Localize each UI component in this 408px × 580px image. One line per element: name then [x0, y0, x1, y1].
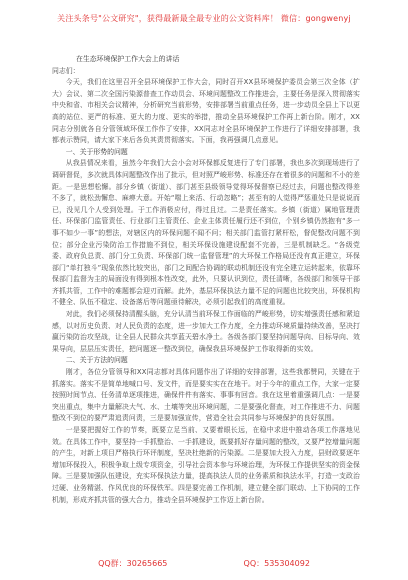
qq-text: QQ：535304092 [243, 558, 310, 568]
qq-group-text: QQ群：30265665 [98, 558, 168, 568]
contact-footer [0, 552, 408, 574]
paragraph: 对此，我们必须保持清醒头脑，充分认清当前环保工作面临的严峻形势，切实增强责任感和紧迫感，以对历史负责、对人民负责的态度，进一步加大工作力度，全力推动环境质量持续改善，坚决打赢污染防治攻坚战，让全县人民群众共享蓝天碧水净土。各级各部门要坚持问题导向、目标导向、效果导向，层层压实责任，把问题逐一整改到位，确保我县环境保护工作取得新的实效。 [52, 310, 360, 353]
section-heading: 二、关于方法的问题 [65, 356, 128, 365]
banner-text: 关注头条号"公文研究"，获得最新最全最专业的公文资料库！ 微信：gongwenyj [57, 13, 351, 23]
document-title: 在生态环境保护工作大会上的讲话 [76, 55, 180, 63]
promo-banner [0, 0, 408, 36]
paragraph-list [52, 77, 360, 506]
paragraph: 刚才，各位分管领导和XX同志都对具体问题作出了详细的安排部署，这些我都赞同，关键在于抓落实。落实不是简单地喊口号、发文件，而是要实实在在地干。对于今年的重点工作，大家一定要按照时间节点、任务清单逐项推进，确保件件有落实、事事有回音。我在这里着重强调几点：一是要突出重点，集中力量解决大气、水、土壤等突出环境问题，二是要强化督查，对工作推进不力、问题整改不到位的要严肃追责问责，三是要加强宣传，营造全社会共同参与环境保护的良好氛围。 [52, 368, 360, 423]
salutation: 同志们： [52, 66, 80, 75]
document-body [52, 54, 360, 506]
paragraph: 一是要把握好工作的节奏，既要立足当前、又要着眼长远，在稳中求进中推动各项工作落地见效。在具体工作中，要坚持一手抓整治、一手抓建设，既要抓好存量问题的整改，又要严控增量问题的产生，对新上项目严格执行环评制度，坚决杜绝新的污染源。二是要加大投入力度，县财政要逐年增加环保投入，积极争取上级专项资金，引导社会资本参与环境治理，为环保工作提供坚实的资金保障。三是要加强队伍建设，充实环保执法力量，提高执法人员的业务素质和执法水平，打造一支政治过硬、业务精湛、作风优良的环保铁军。四是要完善工作机制，建立健全部门联动、上下协同的工作机制，形成齐抓共管的强大合力，推动全县环境保护工作迈上新台阶。 [52, 426, 360, 504]
paragraph: 从我县情况来看，虽然今年我们大会小会对环保都反复进行了专门部署，我也多次到现场进行了调研督促，多次就具体问题整改作出了批示，但对照严峻形势、标准还存在着很多的问题和不小的差距。一是思想松懈。部分乡镇（街道）、部门甚至县级领导觉得环保督察已经过去，问题也整改得差不多了，就松劲懈怠、麻痹大意。开始“喘上来活、行动忽略”；甚至有的人觉得严惩重处只是说说而已，没见几个人受到处理。于工作消极应付，得过且过。二是责任落实。乡镇（街道）属地管理责任、环保部门监管责任、行业部门主管责任、企业主体责任履行还不到位，个别乡镇仍然抱有“多一事不如少一事”的想法，对辖区内的环保问题不闻不问；相关部门监管打紧杆松，督促整改问题不到位；部分企业污染防治工作措施不到位，相关环保设施建设配套不完善，三是机制缺乏。“各级党委、政府负总责、部门分工负责、环保部门统一监督管理”的大环保工作格局还没有真正建立，环保部门“单打独斗”现象依然比较突出，部门之间配合协调的联动机制还没有完全建立运转起来，依靠环保部门监督为主的局面没有得到根本性改变，此外，只要认识到位，责任清晰，各级部门和领导干部齐抓共管，工作中的难题都会迎刃而解。此外，基层环保执法力量不足的问题也比较突出，环保机构不健全、队伍不稳定、设备落后等问题亟待解决，必须引起我们的高度重视。 [52, 159, 360, 307]
section-heading: 一、关于形势的问题 [65, 147, 128, 156]
paragraph: 今天，我们在这里召开全县环境保护工作大会，同时召开XX县环境保护委员会第三次全体（扩大）会议、第二次全国污染源普查工作动员会、环境问题整改工作推进会，主要任务是深入贯彻落实中央和省、市相关会议精神，分析研究当前形势，安排部署当前重点任务，进一步动员全县上下以更高的站位、更严的标准、更大的力度、更实的举措，推动全县环境保护工作再上新台阶。刚才，XX同志分别就各自分管领域环保工作作了安排，XX同志对全县环境保护工作进行了详细安排部署，我都表示赞同，请大家下来后各负其责贯彻落实。下面，我再强调几点意见。 [52, 78, 360, 145]
